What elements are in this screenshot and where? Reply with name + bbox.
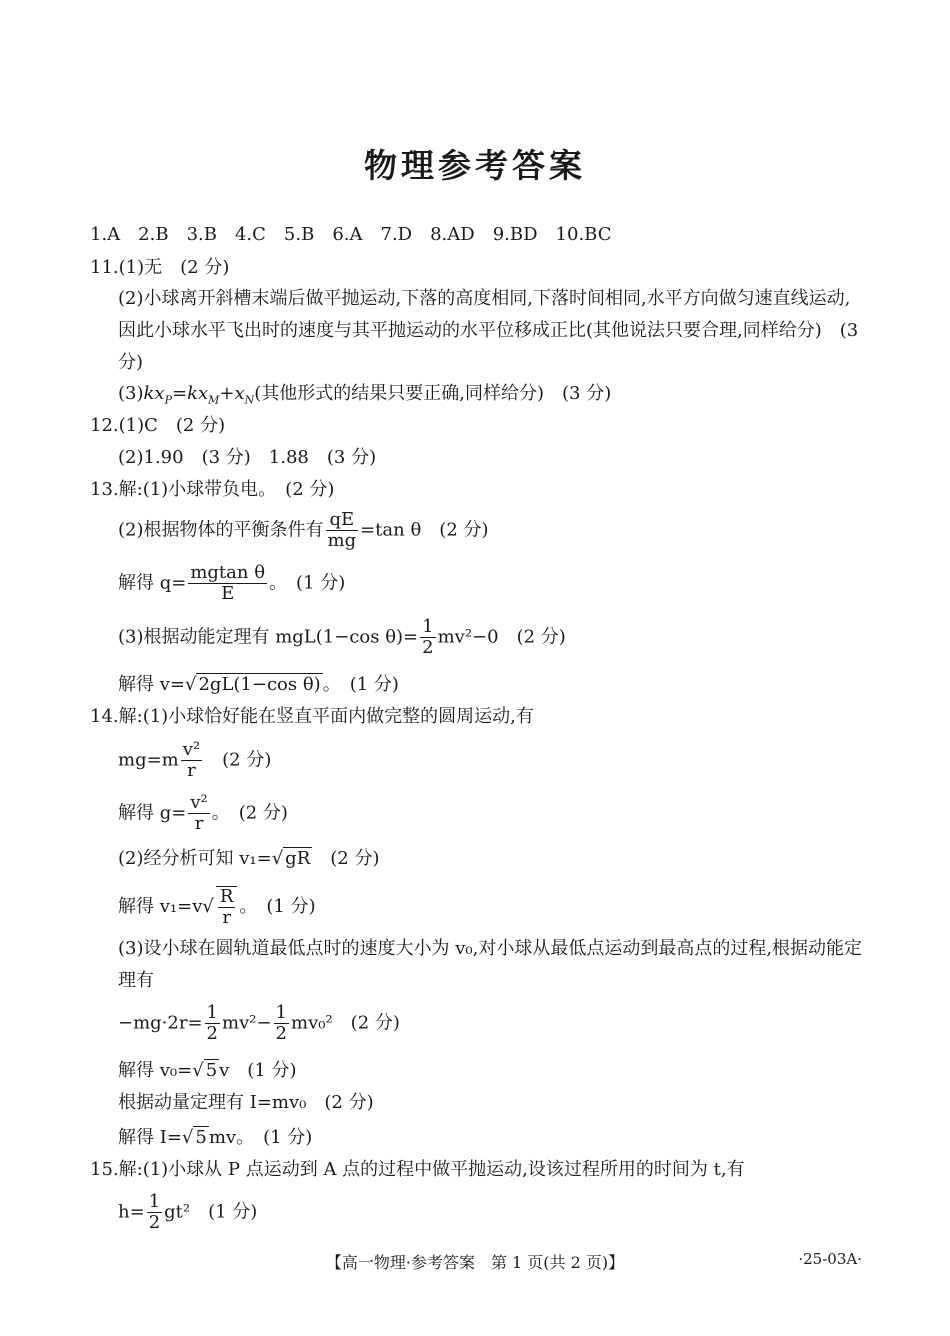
fraction-numerator: qE [326,510,359,531]
q14-part5-text: 解得 v₁=v [118,896,203,917]
q14-part10-score: mv。 (1 分) [208,1127,313,1148]
fraction-half-c [147,1192,162,1233]
q14-part8-text: 解得 v₀= [118,1060,193,1081]
page-footer: 【高一物理·参考答案 第 1 页(共 2 页)】 [325,1253,625,1272]
q15-part2-score: gt² (1 分) [164,1201,258,1223]
fraction-numerator: 1 [422,616,434,637]
fraction-numerator: 1 [206,1002,218,1023]
fraction-denominator: 2 [148,1212,161,1233]
q12-part1: 12.(1)C (2 分) [90,415,226,436]
fraction-denominator: mg [327,530,357,551]
q14-part1: 14.解:(1)小球恰好能在竖直平面内做完整的圆周运动,有 [90,706,534,727]
fraction-numerator: v² [190,792,208,813]
fraction-half-b [274,1003,289,1044]
fraction-denominator: r [222,907,231,928]
fraction-numerator: 1 [148,1191,161,1212]
q11-part1: 11.(1)无 (2 分) [90,257,230,278]
fraction-R-r [216,886,238,928]
q14-part7-text: −mg·2r= [118,1012,203,1034]
q13-part4-text: (3)根据动能定理有 mgL(1−cos θ)= [118,626,419,648]
radicand: 2gL(1−cos θ) [198,674,321,695]
q11-part3-text: (其他形式的结果只要正确,同样给分) (3 分) [254,383,612,404]
fraction-denominator: r [187,760,196,781]
q14-part3-score: 。 (2 分) [211,802,288,824]
q14-part9: 根据动量定理有 I=mv₀ (2 分) [118,1092,374,1113]
q14-part4-score: (2 分) [312,848,380,869]
q14-part5-score: 。 (1 分) [239,896,316,917]
q11-part2: (2)小球离开斜槽末端后做平抛运动,下落的高度相同,下落时间相同,水平方向做匀速直线运动,因此小球水平飞出时的速度与其平抛运动的水平位移成正比(其他说法只要合理,同样给分) (3 分) [118,288,859,373]
fraction-denominator: E [221,583,235,604]
q14-part2-score: (2 分) [204,749,272,771]
q14-part3-text: 解得 g= [118,802,187,824]
q14-part4-text: (2)经分析可知 v₁= [118,848,272,869]
q13-part5: 解得 v=√ 2gL(1−cos θ) 。 (1 分) [118,674,399,695]
fraction-denominator: r [194,813,204,834]
fraction-qE-mg [326,510,359,551]
fraction-numerator: 1 [275,1002,287,1023]
q14-part5: 解得 v₁=v√ $\frac{R}{r}$ 。 (1 分) [118,886,316,928]
fraction-denominator: 2 [206,1023,218,1044]
q15-part2 [118,1192,257,1233]
q14-part7 [118,1003,400,1044]
q14-part8-score: v (1 分) [219,1060,297,1081]
q14-part4: (2)经分析可知 v₁=√ gR (2 分) [118,848,380,869]
radicand: 5 [195,1127,207,1148]
q13-part2 [118,510,489,551]
q15-part2-text: h= [118,1201,145,1223]
q14-part7-score: mv₀² (2 分) [291,1012,400,1034]
q14-part2 [118,740,271,781]
fraction-denominator: 2 [275,1023,287,1044]
q13-part5-text: 解得 v= [118,674,185,695]
fraction-numerator: R [219,886,234,907]
fraction-half [420,617,435,658]
radicand: gR [285,848,311,869]
q14-part10-text: 解得 I= [118,1127,182,1148]
choice-answers: 1.A 2.B 3.B 4.C 5.B 6.A 7.D 8.AD 9.BD 10.BC [90,224,612,245]
q13-part2-text: (2)根据物体的平衡条件有 [118,519,324,541]
fraction-denominator: 2 [422,637,434,658]
fraction-numerator: v² [182,739,201,760]
q13-part3-text: 解得 q= [118,572,187,594]
fraction-half-a [205,1003,220,1044]
q13-part5-score: 。 (1 分) [322,674,399,695]
q14-part3 [118,793,288,834]
fraction-v2-r-b [188,793,209,834]
q13-part4-score: mv²−0 (2 分) [437,626,566,648]
q14-part10: 解得 I=√ 5 mv。 (1 分) [118,1127,313,1148]
q12-part2: (2)1.90 (3 分) 1.88 (3 分) [118,447,377,468]
fraction-numerator: mgtan θ [190,562,266,583]
q13-part4 [118,617,566,658]
q11-part3: $(3)kx_P=kx_M+x_N$(其他形式的结果只要正确,同样给分) (3 分) [118,383,612,407]
radicand: 5 [205,1060,218,1081]
q13-part3-score: 。 (1 分) [269,572,346,594]
q14-part6: (3)设小球在圆轨道最低点时的速度大小为 v₀,对小球从最低点运动到最高点的过程,根据动能定理有 [118,938,863,991]
fraction-v2-r [181,740,202,781]
page-title: 物理参考答案 [364,146,586,185]
q13-part2-score: =tan θ (2 分) [360,519,489,541]
q14-part8: 解得 v₀=√ 5 v (1 分) [118,1060,297,1081]
q13-part3 [118,563,345,604]
document-code: ·25-03A· [798,1250,862,1268]
fraction-mgtan-E [188,563,267,604]
q14-part7-mid: mv²− [222,1012,272,1034]
q15-part1: 15.解:(1)小球从 P 点运动到 A 点的过程中做平抛运动,设该过程所用的时间为 t,有 [90,1159,745,1180]
q13-part1: 13.解:(1)小球带负电。 (2 分) [90,479,335,500]
q14-part2-text: mg=m [118,749,179,771]
